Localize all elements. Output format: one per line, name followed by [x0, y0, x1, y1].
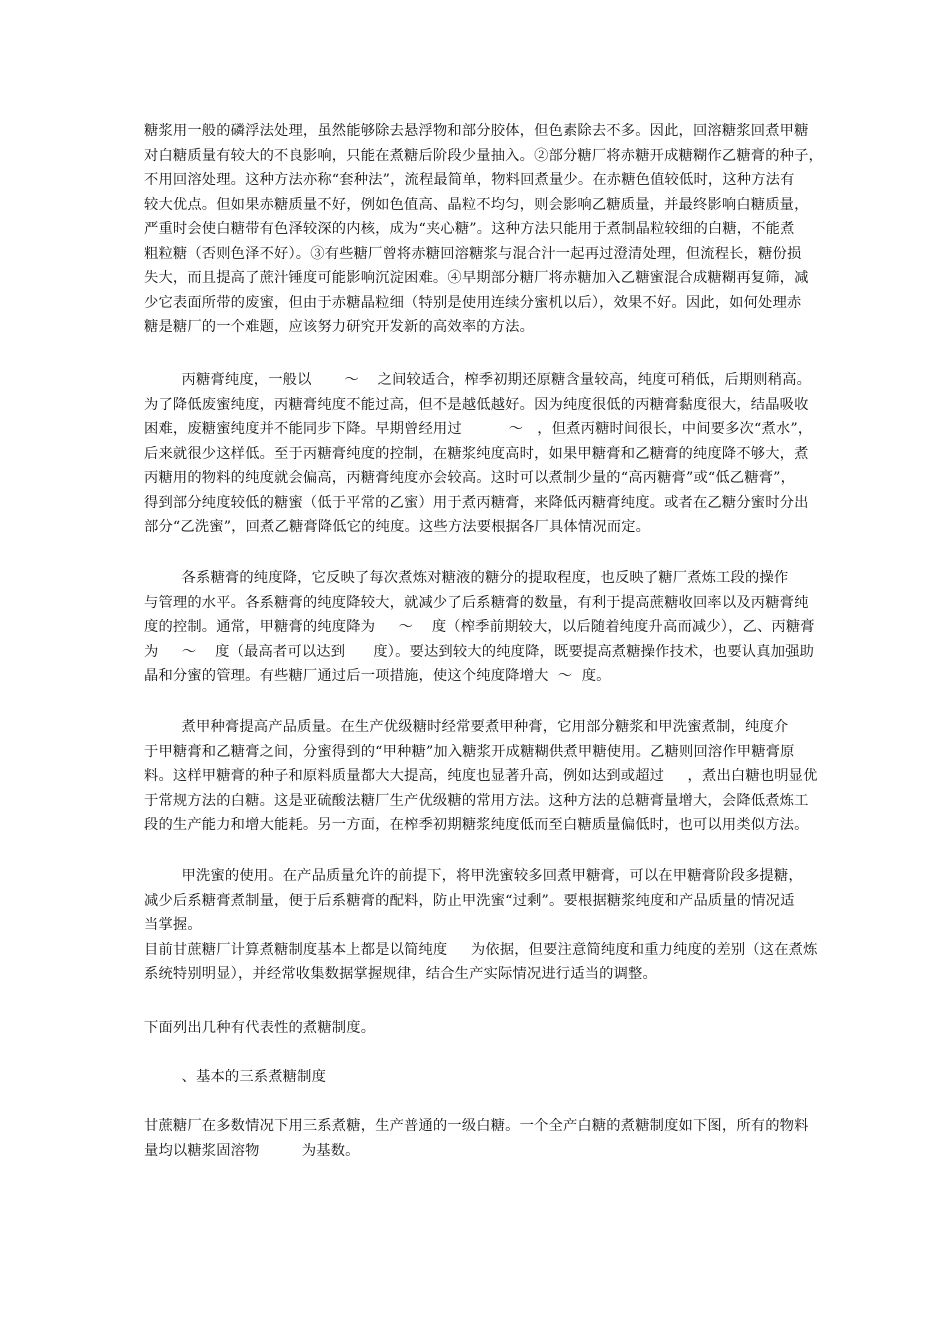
text-line: 失大，而且提高了蔗汁锤度可能影响沉淀困难。④早期部分糖厂将赤糖加入乙糖蜜混合成糖糊再复筛，减 — [144, 270, 809, 286]
paragraph-intro-list — [144, 1016, 812, 1041]
text-line: 减少后系糖膏煮制量，便于后系糖膏的配料，防止甲洗蜜“过剩”。要根据糖浆纯度和产品质量的情况适 — [144, 892, 795, 909]
text-line: 甘蔗糖厂在多数情况下用三系煮糖，生产普通的一级白糖。一个全产白糖的煮糖制度如下图，所有的物料 — [144, 1118, 809, 1134]
text-line: 后来就很少这样低。至于丙糖膏纯度的控制，在糖浆纯度高时，如果甲糖膏和乙糖膏的纯度降不够大，煮 — [144, 445, 809, 462]
text-line: 较大优点。但如果赤糖质量不好，例如色值高、晶粒不均匀，则会影响乙糖质量，并最终影响白糖质量， — [144, 196, 809, 213]
text-line: 丙糖用的物料的纯度就会偏高，丙糖膏纯度亦会较高。这时可以煮制少量的“高丙糖膏”或“低乙糖膏”， — [144, 470, 796, 486]
text-line: 困难，废糖蜜纯度并不能同步下降。早期曾经用过 ～ ，但煮丙糖时间很长，中间要多次“煮水”， — [144, 421, 813, 437]
text-line: 当掌握。 — [144, 917, 202, 933]
text-line: 糖是糖厂的一个难题，应该努力研究开发新的高效率的方法。 — [144, 319, 535, 335]
text-line: 得到部分纯度较低的糖蜜（低于平常的乙蜜）用于煮丙糖膏，来降低丙糖膏纯度。或者在乙糖分蜜时分出 — [144, 494, 809, 511]
text-line: 为了降低废蜜纯度，丙糖膏纯度不能过高，但不是越低越好。因为纯度很低的丙糖膏黏度很大，结晶吸收 — [144, 396, 809, 413]
text-line: 严重时会使白糖带有色泽较深的内核，成为“夹心糖”。这种方法只能用于煮制晶粒较细的白糖，不能煮 — [144, 221, 795, 237]
heading-text: 、基本的三系煮糖制度 — [144, 1069, 327, 1085]
text-line: 粗粒糖（否则色泽不好）。③有些糖厂曾将赤糖回溶糖浆与混合汁一起再过澄清处理，但流程长，糖份损 — [144, 245, 802, 262]
text-line: 下面列出几种有代表性的煮糖制度。 — [144, 1020, 376, 1036]
text-line: 糖浆用一般的磷浮法处理，虽然能够除去悬浮物和部分胶体，但色素除去不多。因此，回溶糖浆回煮甲糖 — [144, 123, 809, 139]
text-line: 于甲糖膏和乙糖膏之间，分蜜得到的“甲种糖”加入糖浆开成糖糊供煮甲糖使用。乙糖则回溶作甲糖膏原 — [144, 743, 795, 760]
paragraph-red-sugar-treatment — [144, 119, 823, 340]
text-line: 于常规方法的白糖。这是亚硫酸法糖厂生产优级糖的常用方法。这种方法的总糖膏量增大，会降低煮炼工 — [144, 792, 809, 809]
paragraph-three-boiling-system — [144, 1114, 812, 1163]
paragraph-purity-drop — [144, 566, 815, 689]
text-line: 度的控制。通常，甲糖膏的纯度降为 ～ 度（榨季前期较大，以后随着纯度升高而减少），乙、丙糖膏 — [144, 619, 815, 635]
text-line: 不用回溶处理。这种方法亦称“套种法”，流程最简单，物料回煮量少。在赤糖色值较低时，这种方法有 — [144, 172, 795, 188]
paragraph-seed-massecuite — [144, 715, 818, 838]
paragraph-c-massecuite-purity — [144, 368, 812, 540]
text-line: 量均以糖浆固溶物 为基数。 — [144, 1142, 360, 1159]
text-line: 甲洗蜜的使用。在产品质量允许的前提下，将甲洗蜜较多回煮甲糖膏，可以在甲糖膏阶段多提糖， — [144, 868, 803, 884]
text-line: 为 ～ 度（最高者可以达到 度）。要达到较大的纯度降，既要提高煮糖操作技术，也要认真加强助 — [144, 643, 815, 660]
text-line: 对白糖质量有较大的不良影响，只能在煮糖后阶段少量抽入。②部分糖厂将赤糖开成糖糊作乙糖膏的种子， — [144, 147, 823, 164]
text-line: 部分“乙洗蜜”，回煮乙糖膏降低它的纯度。这些方法要根据各厂具体情况而定。 — [144, 519, 651, 535]
text-line: 少它表面所带的废蜜，但由于赤糖晶粒细（特别是使用连续分蜜机以后），效果不好。因此，如何处理赤 — [144, 294, 802, 311]
text-line: 与管理的水平。各系糖膏的纯度降较大，就减少了后系糖膏的数量，有利于提高蔗糖收回率以及丙糖膏纯 — [144, 594, 809, 611]
text-line: 系统特别明显），并经常收集数据掌握规律，结合生产实际情况进行适当的调整。 — [144, 966, 657, 982]
text-line: 煮甲种膏提高产品质量。在生产优级糖时经常要煮甲种膏，它用部分糖浆和甲洗蜜煮制，纯度介 — [144, 719, 789, 735]
text-line: 目前甘蔗糖厂计算煮糖制度基本上都是以简纯度 为依据，但要注意简纯度和重力纯度的差别（这在煮炼 — [144, 941, 818, 958]
paragraph-a-wash-molasses — [144, 864, 818, 987]
text-line: 丙糖膏纯度，一般以 ～ 之间较适合，榨季初期还原糖含量较高，纯度可稍低，后期则稍高。 — [144, 372, 812, 388]
text-line: 晶和分蜜的管理。有些糖厂通过后一项措施，使这个纯度降增大 ～ 度。 — [144, 668, 611, 684]
text-line: 各系糖膏的纯度降，它反映了每次煮炼对糖液的糖分的提取程度，也反映了糖厂煮炼工段的操作 — [144, 570, 789, 586]
text-line: 段的生产能力和增大能耗。另一方面，在榨季初期糖浆纯度低而至白糖质量偏低时，也可以用类似方法。 — [144, 817, 809, 833]
section-heading — [144, 1065, 812, 1090]
text-line: 料。这样甲糖膏的种子和原料质量都大大提高，纯度也显著升高，例如达到或超过 ，煮出白糖也明显优 — [144, 768, 818, 784]
